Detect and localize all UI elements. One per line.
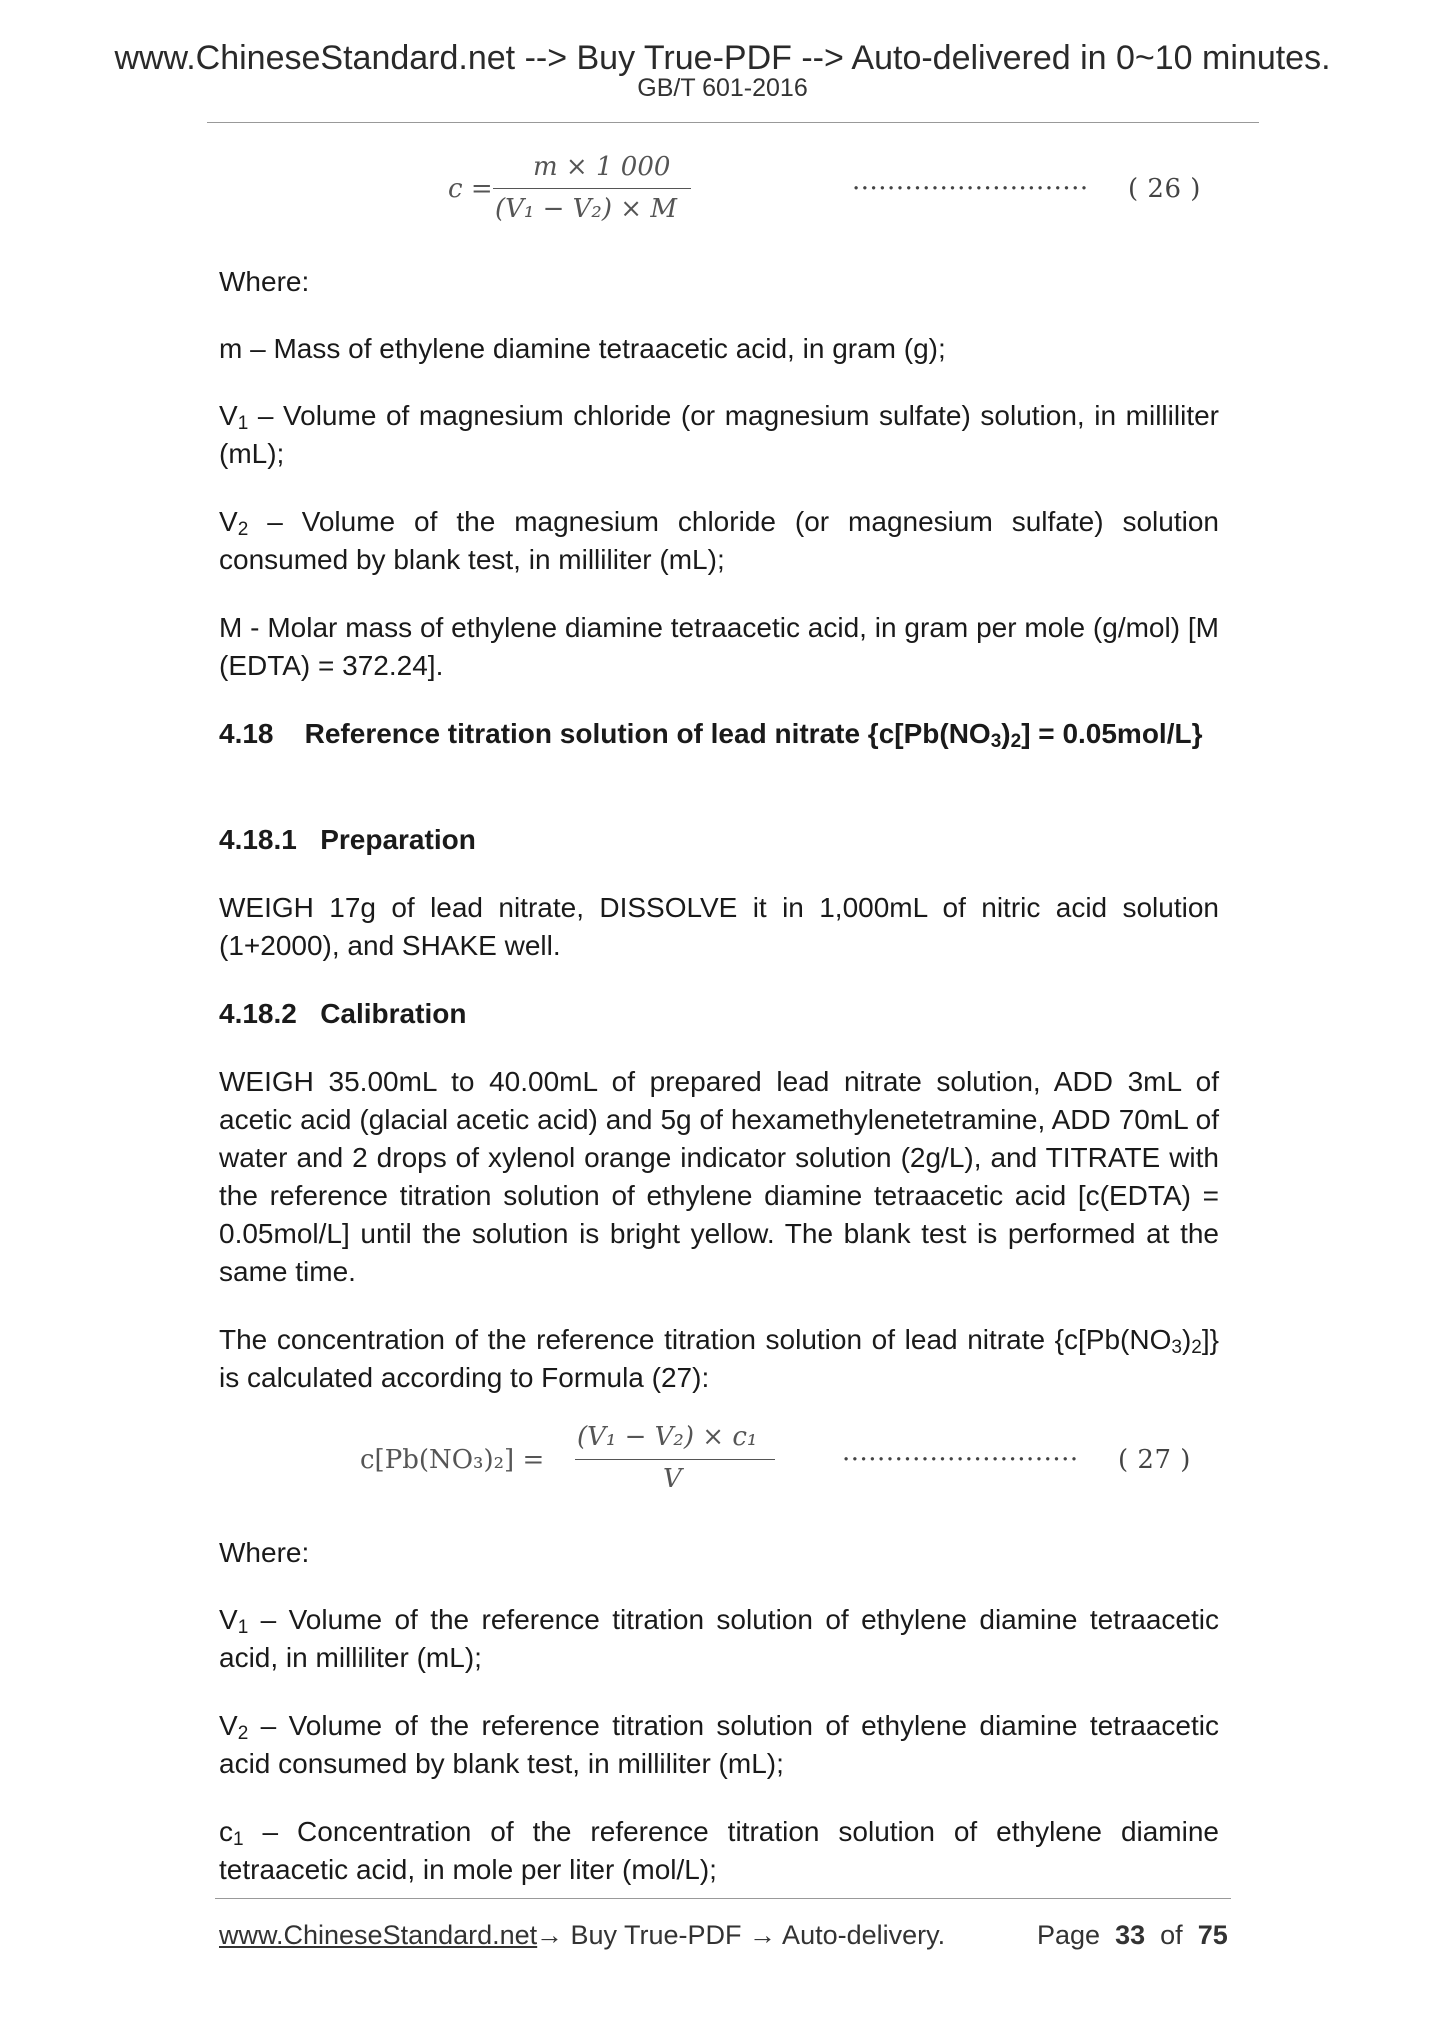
formula-26-numerator: m × 1 000 bbox=[533, 152, 671, 182]
formula-26-leader-dots: ··························· bbox=[852, 174, 1089, 204]
formula-27-lhs: c[Pb(NO₃)₂] = bbox=[360, 1445, 545, 1475]
formula-26-number: ( 26 ) bbox=[1128, 174, 1201, 204]
preparation-text: WEIGH 17g of lead nitrate, DISSOLVE it in 1,000mL of nitric acid solution (1+2000), and SHAKE well. bbox=[219, 892, 1219, 961]
calibration-text: WEIGH 35.00mL to 40.00mL of prepared lead nitrate solution, ADD 3mL of acetic acid (glacial acetic acid) and 5g of hexamethylenetetramine, ADD 70mL of water and 2 drops of xylenol orange indicator solution (2g/L), and TITRATE with the reference titration solution of ethylene diamine tetraacetic acid [c(EDTA) = 0.05mol/L] until the solution is bright yellow. The blank test is performed at the same time. bbox=[219, 1066, 1219, 1287]
section-heading-4-18-1: 4.18.1 Preparation bbox=[219, 824, 476, 855]
formula-27-leader-dots: ··························· bbox=[842, 1445, 1079, 1475]
page-number: 33 bbox=[1115, 1920, 1146, 1950]
definition-v1: $V_1$ – Volume of magnesium chloride (or magnesium sulfate) solution, in milliliter (mL); bbox=[219, 400, 1219, 469]
formula-27-numerator: (V₁ − V₂) × c₁ bbox=[577, 1422, 758, 1452]
definition-molar-mass: M - Molar mass of ethylene diamine tetraacetic acid, in gram per mole (g/mol) [M (EDTA) = 372.24]. bbox=[219, 612, 1219, 681]
page-total: 75 bbox=[1197, 1920, 1228, 1950]
section-heading-4-18: 4.18 Reference titration solution of lead nitrate $\{c[Pb(NO_3)_2] = 0.05mol/L\}$ bbox=[219, 718, 1203, 752]
definition-c1: $c_1$ – Concentration of the reference titration solution of ethylene diamine tetraacetic acid, in mole per liter (mol/L); bbox=[219, 1816, 1219, 1885]
formula-27-number: ( 27 ) bbox=[1118, 1445, 1191, 1475]
definition-v2: $V_2$ – Volume of the magnesium chloride (or magnesium sulfate) solution consumed by blank test, in milliliter (mL); bbox=[219, 506, 1219, 575]
page-indicator: Page 33 of 75 bbox=[1037, 1920, 1228, 1950]
where-label-2: Where: bbox=[219, 1537, 310, 1568]
section-heading-4-18-2: 4.18.2 Calibration bbox=[219, 998, 467, 1029]
formula-26-fraction-bar bbox=[493, 188, 691, 189]
formula-26-denominator: (V₁ − V₂) × M bbox=[495, 194, 677, 224]
standard-code: GB/T 601-2016 bbox=[637, 74, 808, 102]
definition-m: m – Mass of ethylene diamine tetraacetic acid, in gram (g); bbox=[219, 333, 946, 364]
where-label-1: Where: bbox=[219, 266, 310, 297]
header-banner: www.ChineseStandard.net --> Buy True-PDF --> Auto-delivered in 0~10 minutes. bbox=[114, 39, 1331, 77]
formula-26-lhs: c = bbox=[448, 174, 493, 204]
formula-27-fraction-bar bbox=[575, 1459, 775, 1460]
header-divider bbox=[207, 122, 1259, 123]
footer-divider bbox=[215, 1898, 1231, 1899]
definition-v1-edta: $V_1$ – Volume of the reference titration solution of ethylene diamine tetraacetic acid, in milliliter (mL); bbox=[219, 1604, 1219, 1673]
definition-v2-edta: $V_2$ – Volume of the reference titration solution of ethylene diamine tetraacetic acid consumed by blank test, in milliliter (mL); bbox=[219, 1710, 1219, 1779]
formula-27-denominator: V bbox=[663, 1464, 682, 1494]
concentration-text: The concentration of the reference titration solution of lead nitrate $\{c[Pb(NO_3)_2]\}$ is calculated according to Formula (27): bbox=[219, 1324, 1219, 1393]
footer-tagline: → Buy True-PDF → Auto-delivery. bbox=[536, 1920, 946, 1950]
footer-site-link[interactable]: www.ChineseStandard.net bbox=[219, 1920, 538, 1950]
